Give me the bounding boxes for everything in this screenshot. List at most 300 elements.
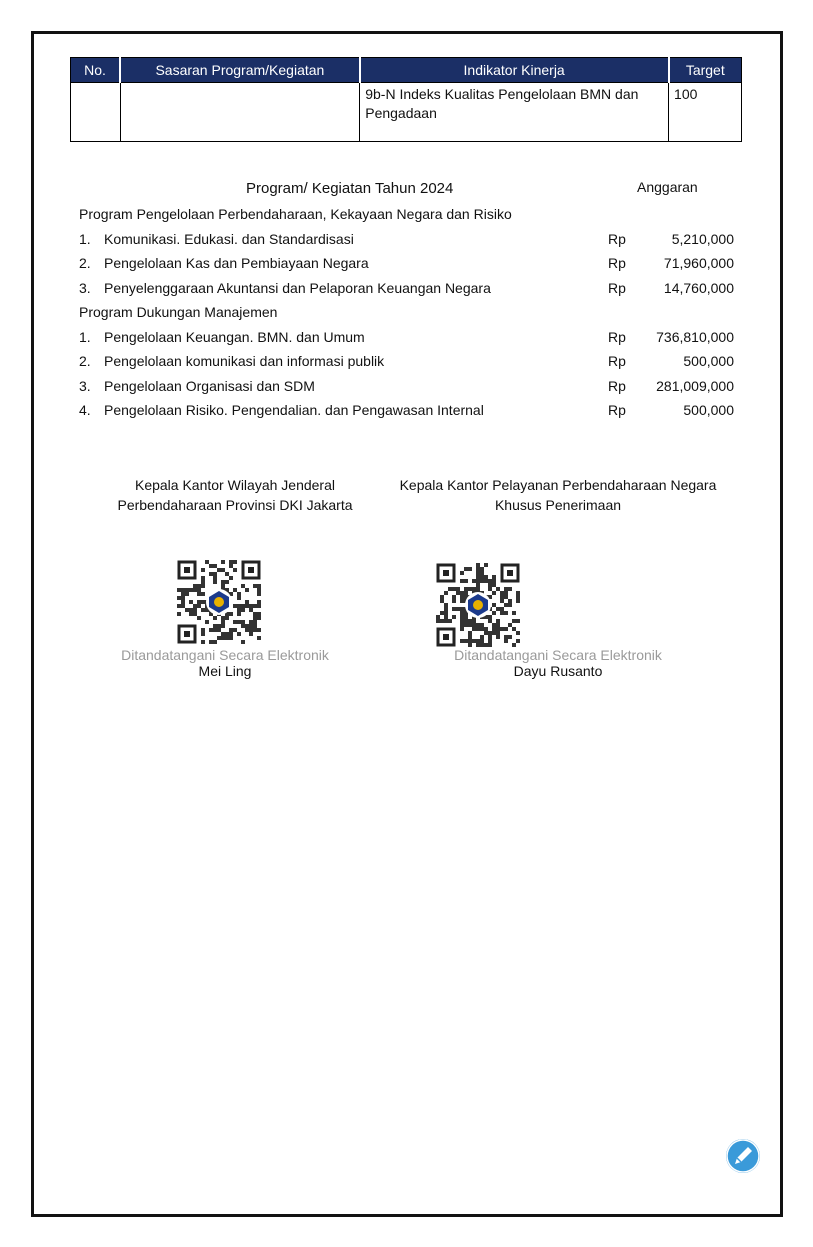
qr-module [504,611,508,615]
qr-module [480,623,484,627]
qr-module [480,567,484,571]
program-name: Program Dukungan Manajemen [79,304,278,320]
qr-module [460,615,464,619]
qr-module [201,580,205,584]
qr-module [476,567,480,571]
qr-module [233,620,237,624]
qr-module [241,624,245,628]
qr-module [257,612,261,616]
qr-module [492,627,496,631]
list-item [79,251,739,276]
qr-module [253,604,257,608]
budget-title: Program/ Kegiatan Tahun 2024 [246,180,454,197]
qr-module [476,639,480,643]
qr-module [229,612,233,616]
qr-module [440,599,444,603]
qr-module [241,620,245,624]
qr-module [221,580,225,584]
qr-module [480,571,484,575]
qr-module [460,619,464,623]
qr-module [185,592,189,596]
qr-module [213,572,217,576]
qr-module [496,627,500,631]
qr-module [241,640,245,644]
qr-module [225,632,229,636]
qr-module [464,591,468,595]
qr-module [476,563,480,567]
col-header-sasaran: Sasaran Program/Kegiatan [120,58,360,83]
item-name: Pengelolaan Organisasi dan SDM [104,377,315,394]
qr-module [472,619,476,623]
qr-module [217,628,221,632]
qr-module [213,616,217,620]
qr-module [488,615,492,619]
pen-badge [726,1139,760,1173]
qr-module [500,611,504,615]
item-name: Pengelolaan komunikasi dan informasi publik [104,353,385,369]
qr-module [229,628,233,632]
qr-module [181,604,185,608]
qr-module [444,591,448,595]
qr-module [468,567,472,571]
qr-module [193,604,197,608]
qr-module [249,604,253,608]
item-name: Penyelenggaraan Akuntansi dan Pelaporan Keuangan Negara [104,279,491,296]
qr-module [484,563,488,567]
qr-module [209,640,213,644]
qr-module [197,588,201,592]
list-item [79,325,739,350]
qr-module [460,623,464,627]
cell-indikator [360,83,669,142]
budget-header [79,176,739,202]
qr-module [257,588,261,592]
qr-module [512,611,516,615]
item-name: Pengelolaan Risiko. Pengendalian. dan Pengawasan Internal [104,402,484,418]
qr-module [492,623,496,627]
qr-module [225,580,229,584]
qr-module [492,575,496,579]
qr-module [480,639,484,643]
qr-module [181,600,185,604]
qr-module [225,572,229,576]
item-amount: 736,810,000 [656,328,734,345]
item-number: 4. [79,402,91,418]
qr-module [221,560,225,564]
qr-module [508,635,512,639]
item-number: 1. [79,230,91,247]
qr-module [464,587,468,591]
qr-module [185,608,189,612]
qr-module [213,576,217,580]
signer-title-line-1: Kepala Kantor Wilayah Jenderal [134,477,335,493]
qr-module [456,591,460,595]
qr-module [492,603,496,607]
qr-module [177,612,181,616]
qr-module [221,568,225,572]
qr-module [201,628,205,632]
indikator-line-2: Pengadaan [365,105,437,121]
qr-module [253,624,257,628]
qr-module [480,627,484,631]
qr-module [221,616,225,620]
item-amount: 71,960,000 [663,255,734,271]
qr-module [245,628,249,632]
qr-module [464,619,468,623]
qr-module [488,583,492,587]
qr-module [205,560,209,564]
qr-module [448,619,452,623]
qr-module [181,588,185,592]
qr-module [456,587,460,591]
qr-module [468,623,472,627]
item-number: 2. [79,255,91,271]
qr-module [249,624,253,628]
qr-module [213,624,217,628]
qr-module [512,619,516,623]
qr-module [476,587,480,591]
qr-module [440,611,444,615]
qr-module [253,584,257,588]
item-number: 1. [79,328,91,345]
qr-module [185,588,189,592]
qr-module [237,632,241,636]
qr-module [193,584,197,588]
qr-module [229,564,233,568]
item-amount: 500,000 [683,353,734,369]
qr-module [225,636,229,640]
qr-module [464,579,468,583]
item-number: 2. [79,353,91,369]
qr-module [257,604,261,608]
qr-module [189,600,193,604]
qr-module [472,627,476,631]
qr-module [480,579,484,583]
item-currency: Rp [608,279,626,296]
qr-module [205,620,209,624]
signed-electronically-text: Ditandatangani Secara Elektronik [454,647,662,663]
qr-module [464,639,468,643]
qr-module [476,571,480,575]
item-currency: Rp [608,255,626,271]
qr-module [241,604,245,608]
qr-module [201,592,205,596]
indicator-table [70,57,742,142]
qr-module [241,608,245,612]
qr-module [209,572,213,576]
qr-module [496,619,500,623]
list-item [79,349,739,374]
qr-module [452,587,456,591]
qr-module [508,587,512,591]
qr-module [201,608,205,612]
item-number: 3. [79,377,91,394]
qr-module [468,639,472,643]
qr-module [484,575,488,579]
item-amount: 500,000 [683,402,734,418]
qr-module [189,588,193,592]
qr-module [444,603,448,607]
anggaran-label: Anggaran [637,179,698,195]
qr-module [492,631,496,635]
qr-module [516,595,520,599]
signature-block-left [95,475,375,515]
qr-module [213,580,217,584]
qr-module [504,587,508,591]
qr-module [221,584,225,588]
qr-module [508,623,512,627]
qr-module [484,627,488,631]
signer-name: Dayu Rusanto [513,663,603,679]
item-amount: 14,760,000 [663,279,734,296]
qr-module [201,632,205,636]
qr-module [484,631,488,635]
qr-module [452,607,456,611]
list-item [79,276,739,301]
qr-module [496,635,500,639]
qr-module [472,579,476,583]
qr-module [488,587,492,591]
qr-module [177,588,181,592]
qr-module [257,616,261,620]
qr-module [197,584,201,588]
qr-module [229,560,233,564]
qr-module [245,600,249,604]
qr-module [496,607,500,611]
qr-module [488,631,492,635]
qr-module [237,596,241,600]
qr-module [245,624,249,628]
signed-electronically-text: Ditandatangani Secara Elektronik [121,647,329,663]
qr-module [444,615,448,619]
qr-module [189,608,193,612]
qr-module [201,576,205,580]
qr-module [492,591,496,595]
qr-module [480,575,484,579]
qr-module [229,576,233,580]
qr-module [472,639,476,643]
qr-module [504,603,508,607]
qr-module [476,579,480,583]
list-item [79,398,739,423]
item-currency: Rp [608,377,626,394]
qr-module [468,619,472,623]
qr-module [516,591,520,595]
qr-module [452,595,456,599]
qr-module [253,612,257,616]
qr-module [500,627,504,631]
qr-module [476,623,480,627]
budget-section [79,176,739,423]
qr-module [484,579,488,583]
table-row [71,83,742,142]
qr-module [440,595,444,599]
qr-module [492,611,496,615]
qr-module [193,608,197,612]
qr-module [500,595,504,599]
qr-module [500,591,504,595]
qr-module [488,579,492,583]
qr-module [201,600,205,604]
qr-module [189,612,193,616]
qr-module [217,636,221,640]
qr-module [213,640,217,644]
qr-module [476,575,480,579]
qr-module [444,619,448,623]
item-currency: Rp [608,402,626,418]
signature-block-right [388,475,728,515]
qr-module [488,635,492,639]
qr-module [233,588,237,592]
qr-module [468,635,472,639]
qr-module [472,623,476,627]
qr-module [237,608,241,612]
col-header-indikator: Indikator Kinerja [360,58,669,83]
qr-module [237,592,241,596]
cell-sasaran [120,83,360,142]
qr-module [516,599,520,603]
item-currency: Rp [608,353,626,369]
program-name: Program Pengelolaan Perbendaharaan, Kekayaan Negara dan Risiko [79,206,512,222]
qr-module [241,584,245,588]
item-amount: 5,210,000 [671,230,734,247]
qr-module [249,632,253,636]
qr-module [496,631,500,635]
qr-module [460,607,464,611]
qr-module [460,639,464,643]
qr-module [249,628,253,632]
qr-module [245,604,249,608]
qr-module [197,616,201,620]
qr-module [456,607,460,611]
col-header-no: No. [71,58,121,83]
item-currency: Rp [608,328,626,345]
qr-module [201,568,205,572]
qr-module [217,624,221,628]
qr-module [460,595,464,599]
qr-module [213,564,217,568]
qr-module [221,636,225,640]
qr-module [233,628,237,632]
qr-module [221,624,225,628]
qr-module [452,615,456,619]
qr-module [516,619,520,623]
qr-module [217,568,221,572]
qr-module [257,592,261,596]
qr-module [181,596,185,600]
qr-module [500,599,504,603]
list-item [79,374,739,399]
qr-module [197,600,201,604]
col-header-target: Target [669,58,742,83]
item-number: 3. [79,279,91,296]
qr-code-icon [177,560,261,644]
qr-module [504,627,508,631]
qr-module [201,640,205,644]
table-header-row [71,58,742,83]
qr-module [468,587,472,591]
qr-module [253,628,257,632]
signature-name-block-right [428,645,688,681]
qr-module [229,632,233,636]
qr-module [504,635,508,639]
qr-module [249,608,253,612]
qr-module [468,631,472,635]
qr-module [440,619,444,623]
item-name: Komunikasi. Edukasi. dan Standardisasi [104,230,354,247]
qr-module [476,583,480,587]
qr-module [201,584,205,588]
qr-module [464,567,468,571]
qr-module [516,631,520,635]
qr-module [209,628,213,632]
signer-title-line-2: Khusus Penerimaan [494,497,622,513]
qr-module [253,616,257,620]
qr-module [257,628,261,632]
qr-module [209,564,213,568]
qr-module [221,632,225,636]
qr-module [229,636,233,640]
qr-module [177,596,181,600]
signer-title-line-1: Kepala Kantor Pelayanan Perbendaharaan Negara [399,477,717,493]
qr-module [221,620,225,624]
qr-module [460,591,464,595]
qr-module [237,620,241,624]
qr-module [508,599,512,603]
qr-module [197,592,201,596]
qr-module [257,600,261,604]
qr-module [436,619,440,623]
signer-title-line-2: Perbendaharaan Provinsi DKI Jakarta [117,497,353,513]
qr-module [245,588,249,592]
qr-module [213,628,217,632]
qr-module [464,623,468,627]
qr-module [496,587,500,591]
qr-module [472,587,476,591]
item-amount: 281,009,000 [656,377,734,394]
qr-module [249,620,253,624]
qr-module [460,611,464,615]
qr-module [193,588,197,592]
qr-module [177,604,181,608]
qr-module [508,603,512,607]
qr-module [460,571,464,575]
qr-module [253,620,257,624]
qr-module [504,595,508,599]
signer-name: Mei Ling [198,663,252,679]
item-currency: Rp [608,230,626,247]
qr-code-icon [436,563,520,647]
list-item [79,227,739,252]
qr-module [452,599,456,603]
qr-module [460,599,464,603]
qr-module [500,607,504,611]
item-name: Pengelolaan Kas dan Pembiayaan Negara [104,255,369,271]
item-name: Pengelolaan Keuangan. BMN. dan Umum [104,328,365,345]
pen-icon [726,1139,760,1173]
qr-module [492,579,496,583]
cell-no [71,83,121,142]
qr-module [516,639,520,643]
qr-module [448,587,452,591]
qr-module [444,611,448,615]
qr-module [257,636,261,640]
qr-module [460,627,464,631]
qr-module [225,616,229,620]
qr-module [237,604,241,608]
qr-module [444,607,448,611]
qr-module [476,627,480,631]
